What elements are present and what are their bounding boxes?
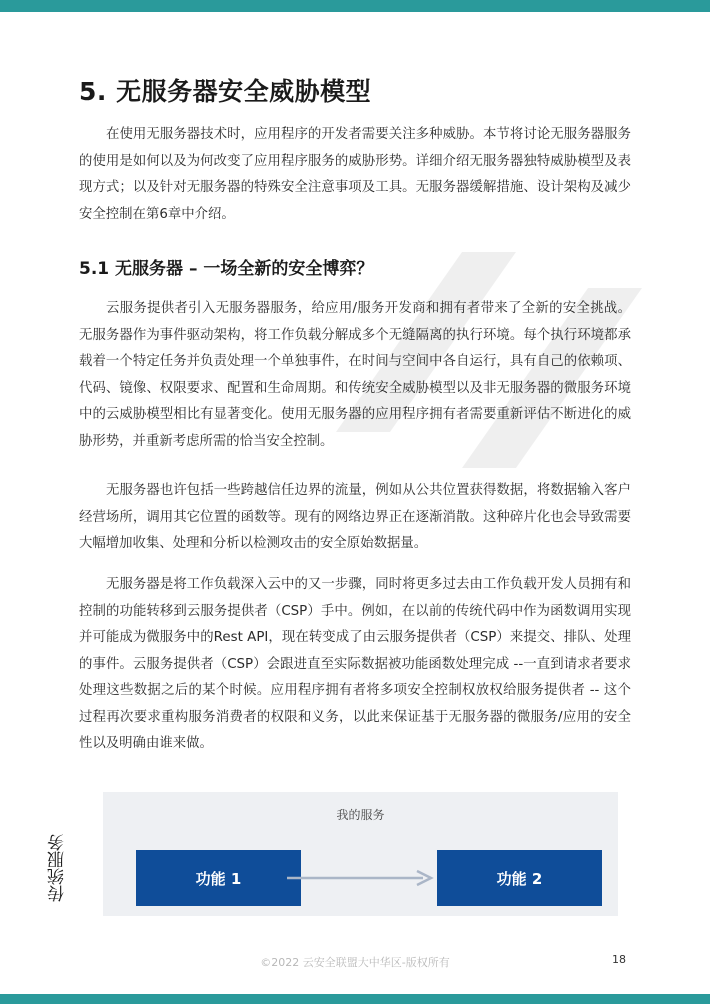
top-accent-bar (0, 0, 710, 12)
section-paragraph-2: 无服务器也许包括一些跨越信任边界的流量，例如从公共位置获得数据，将数据输入客户经营场所，调用其它位置的函数等。现有的网络边界正在逐渐消散。这种碎片化也会导致需要大幅增加收集、处理和分析以检测攻击的安全原始数据量。 (79, 483, 631, 551)
diagram-container-label: 我的服务 (336, 808, 385, 822)
intro-paragraph: 在使用无服务器技术时，应用程序的开发者需要关注多种威胁。本节将讨论无服务器服务的使用是如何以及为何改变了应用程序服务的威胁形势。详细介绍无服务器独特威胁模型及表现方式；以及针对无服务器的特殊安全注意事项及工具。无服务器缓解措施、设计架构及减少安全控制在第6章中介绍。 (79, 127, 631, 222)
diagram-side-label: 传统服务 (48, 834, 68, 902)
function-2-box (437, 850, 602, 906)
function-1-box (136, 850, 301, 906)
bottom-accent-bar (0, 994, 710, 1004)
function-2-label: 功能 2 (496, 869, 543, 888)
section-paragraph-3: 无服务器是将工作负载深入云中的又一步骤，同时将更多过去由工作负载开发人员拥有和控制的功能转移到云服务提供者（CSP）手中。例如，在以前的传统代码中作为函数调用实现并可能成为微服务中的Rest API，现在转变成了由云服务提供者（CSP）来提交、排队、处理的事件。云服务提供者（CSP）会跟进直至实际数据被功能函数处理完成 --一直到请求者要求处理这些数据之后的某个时候。应用程序拥有者将多项安全控制权放权给服务提供者 -- 这个过程再次要求重构服务消费者的权限和义务，以此来保证基于无服务器的微服务/应用的安全性以及明确由谁来做。 (79, 577, 631, 751)
arrow-right-icon (285, 868, 435, 888)
service-diagram (103, 792, 618, 916)
function-1-label: 功能 1 (195, 869, 242, 888)
section-paragraph-1: 云服务提供者引入无服务器服务，给应用/服务开发商和拥有者带来了全新的安全挑战。无服务器作为事件驱动架构，将工作负载分解成多个无缝隔离的执行环境。每个执行环境都承载着一个特定任务并负责处理一个单独事件，在时间与空间中各自运行，具有自己的依赖项、代码、镜像、权限要求、配置和生命周期。和传统安全威胁模型以及非无服务器的微服务环境中的云威胁模型相比有显著变化。使用无服务器的应用程序拥有者需要重新评估不断进化的威胁形势，并重新考虑所需的恰当安全控制。 (79, 301, 631, 449)
footer-copyright: ©2022 云安全联盟大中华区-版权所有 (260, 956, 450, 969)
section-title: 5.1 无服务器 – 一场全新的安全博弈？ (79, 259, 374, 279)
chapter-title: 5. 无服务器安全威胁模型 (79, 77, 372, 106)
page-number: 18 (612, 953, 626, 966)
